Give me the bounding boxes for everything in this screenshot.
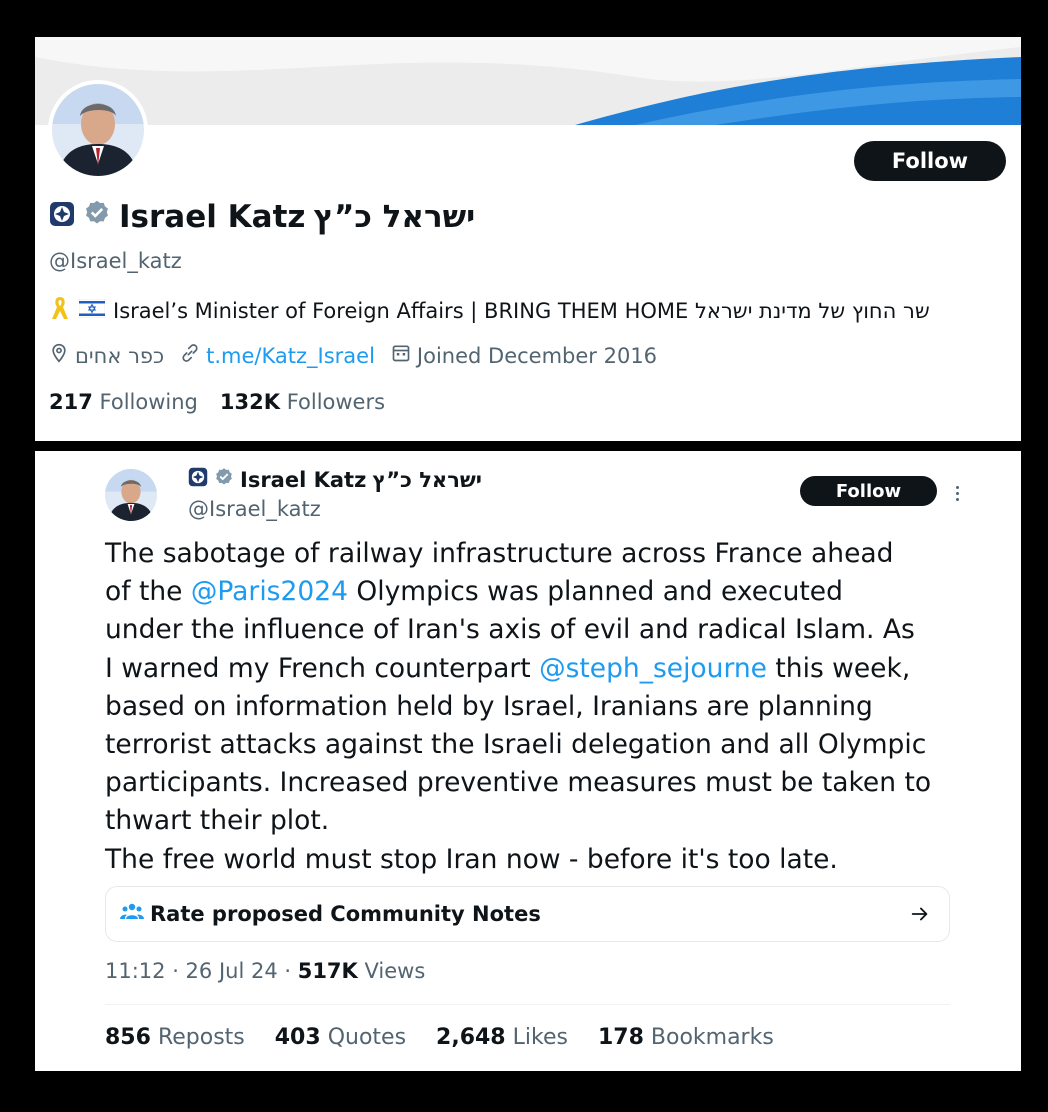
tweet-text-segment: I warned my French counterpart	[105, 652, 540, 684]
profile-handle: @Israel_katz	[49, 249, 182, 273]
tweet-card	[35, 451, 1021, 1071]
bookmarks-stat[interactable]	[598, 1025, 774, 1050]
tweet-timestamp	[105, 959, 425, 983]
tweet-text-segment: this week,	[766, 652, 911, 684]
reposts-label: Reposts	[157, 1025, 245, 1050]
gray-verified-badge-icon[interactable]	[214, 467, 234, 492]
quotes-label: Quotes	[327, 1025, 407, 1050]
joined-item	[391, 343, 657, 368]
tweet-text-segment: Olympics was planned and executed	[347, 576, 843, 608]
followers-stat[interactable]	[220, 390, 385, 414]
followers-count: 132K	[219, 390, 280, 414]
location-text: כפר אחים	[75, 343, 165, 368]
joined-date: Joined December 2016	[416, 343, 658, 368]
reposts-count: 856	[105, 1025, 151, 1050]
bio-text: Israel’s Minister of Foreign Affairs | BRING THEM HOME שר החוץ של מדינת ישראל	[113, 298, 930, 323]
quotes-stat[interactable]	[275, 1025, 406, 1050]
views-label: Views	[357, 959, 426, 983]
tweet-author-avatar[interactable]	[105, 469, 157, 521]
profile-stats	[49, 390, 385, 414]
profile-card	[35, 37, 1021, 441]
profile-banner	[35, 37, 1021, 125]
location-item	[49, 343, 164, 368]
community-notes-button[interactable]	[105, 886, 950, 942]
likes-label: Likes	[512, 1025, 568, 1050]
arrow-right-icon	[909, 903, 931, 929]
following-label: Following	[99, 390, 198, 414]
community-notes-label: Rate proposed Community Notes	[150, 902, 541, 926]
display-name: Israel Katz	[119, 199, 306, 235]
tweet-line: based on information held by Israel, Iranians are planning	[105, 690, 873, 722]
followers-label: Followers	[286, 390, 386, 414]
divider	[105, 1004, 950, 1005]
quotes-count: 403	[274, 1025, 321, 1050]
government-affiliate-icon[interactable]	[188, 467, 208, 492]
tweet-line: The free world must stop Iran now - before it's too late.	[105, 843, 838, 875]
gray-verified-badge-icon[interactable]	[83, 199, 111, 235]
display-name-hebrew: ישראל כ”ץ	[313, 199, 476, 235]
calendar-icon	[391, 343, 411, 368]
tweet-follow-button[interactable]: Follow	[800, 476, 937, 506]
tweet-time[interactable]: 11:12 · 26 Jul 24 ·	[105, 959, 298, 983]
likes-count: 2,648	[436, 1025, 506, 1050]
yellow-ribbon-icon	[49, 295, 71, 326]
following-count: 217	[49, 390, 93, 414]
profile-avatar[interactable]	[48, 80, 148, 180]
profile-name-row	[49, 199, 475, 235]
tweet-line	[105, 573, 985, 611]
tweet-line: terrorist attacks against the Israeli delegation and all Olympic	[105, 729, 927, 761]
website-link[interactable]: t.me/Katz_Israel	[206, 343, 375, 368]
website-item[interactable]	[180, 343, 375, 368]
israel-flag-icon	[79, 299, 105, 323]
tweet-text-segment: of the	[105, 576, 191, 608]
tweet-line: under the influence of Iran's axis of evil and radical Islam. As	[105, 614, 915, 646]
government-affiliate-icon[interactable]	[49, 199, 75, 235]
tweet-author-name[interactable]: Israel Katz	[240, 467, 367, 492]
bookmarks-count: 178	[597, 1025, 644, 1050]
mention-paris2024[interactable]: @Paris2024	[190, 576, 348, 608]
tweet-body	[105, 535, 985, 879]
tweet-line: thwart their plot.	[105, 805, 330, 837]
follow-button[interactable]: Follow	[854, 141, 1006, 181]
tweet-author-row	[188, 467, 482, 492]
mention-steph-sejourne[interactable]: @steph_sejourne	[539, 652, 767, 684]
tweet-author-name-hebrew[interactable]: ישראל כ”ץ	[372, 467, 482, 492]
views-count: 517K	[297, 959, 358, 983]
engagement-stats	[105, 1025, 774, 1050]
link-icon	[180, 343, 200, 368]
more-vertical-icon[interactable]	[950, 481, 964, 505]
tweet-line	[105, 650, 985, 688]
tweet-line: participants. Increased preventive measures must be taken to	[105, 767, 932, 799]
map-pin-icon	[49, 343, 69, 368]
reposts-stat[interactable]	[105, 1025, 245, 1050]
profile-meta	[49, 343, 673, 368]
people-icon	[120, 902, 144, 926]
tweet-line: The sabotage of railway infrastructure across France ahead	[105, 538, 894, 569]
likes-stat[interactable]	[436, 1025, 568, 1050]
bookmarks-label: Bookmarks	[650, 1025, 774, 1050]
tweet-author-handle[interactable]: @Israel_katz	[188, 497, 321, 521]
profile-bio	[49, 295, 930, 326]
following-stat[interactable]	[49, 390, 198, 414]
